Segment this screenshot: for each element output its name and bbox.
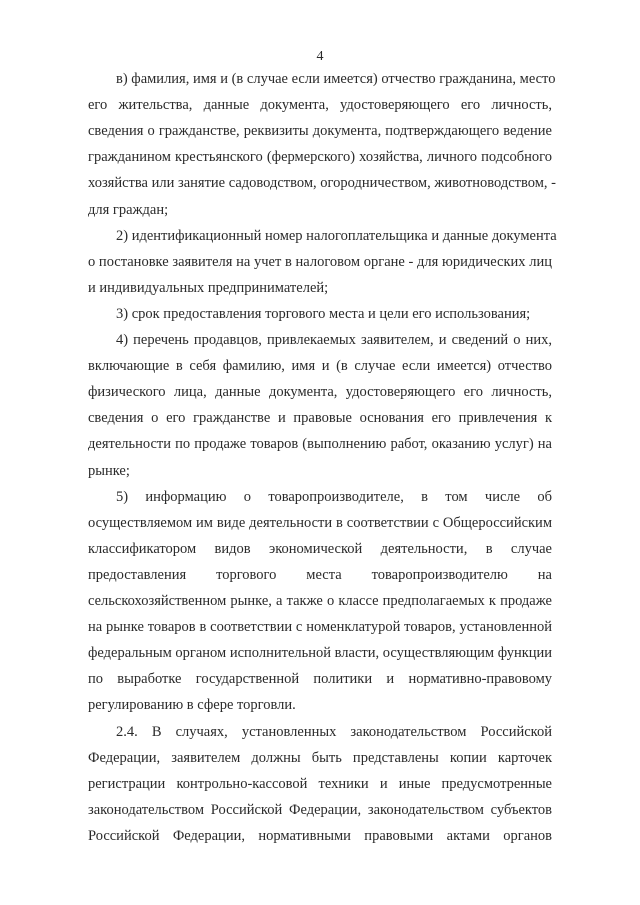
text-line: Российской Федерации, нормативными правовыми актами органов	[88, 827, 552, 844]
text-line: осуществляемом им виде деятельности в соответствии с Общероссийским	[88, 514, 552, 531]
text-line: гражданином крестьянского (фермерского) хозяйства, личного подсобного	[88, 149, 552, 166]
text-line: законодательством Российской Федерации, законодательством субъектов	[88, 801, 552, 818]
text-line: 3) срок предоставления торгового места и цели его использования;	[116, 305, 531, 322]
text-line: предоставления торгового места товаропроизводителю на	[88, 566, 552, 583]
text-line: Федерации, заявителем должны быть представлены копии карточек	[88, 749, 552, 766]
text-line: регулированию в сфере торговли.	[88, 697, 296, 714]
page-number: 4	[316, 49, 324, 64]
text-line: по выработке государственной политики и нормативно-правовому	[88, 671, 552, 688]
text-line: в) фамилия, имя и (в случае если имеется) отчество гражданина, место	[116, 71, 556, 87]
text-line: рынке;	[88, 462, 130, 479]
text-line: классификатором видов экономической деятельности, в случае	[88, 540, 552, 557]
text-line: его жительства, данные документа, удостоверяющего его личность,	[88, 97, 552, 114]
text-line: и индивидуальных предпринимателей;	[88, 279, 329, 296]
text-line: включающие в себя фамилию, имя и (в случае если имеется) отчество	[88, 358, 552, 375]
text-line: деятельности по продаже товаров (выполнению работ, оказанию услуг) на	[88, 436, 552, 453]
text-line: сведения о гражданстве, реквизиты документа, подтверждающего ведение	[88, 123, 552, 140]
text-line: о постановке заявителя на учет в налоговом органе - для юридических лиц	[88, 253, 552, 270]
text-line: федеральным органом исполнительной власти, осуществляющим функции	[88, 645, 553, 662]
text-line: хозяйства или занятие садоводством, огородничеством, животноводством, -	[88, 175, 556, 192]
text-line: физического лица, данные документа, удостоверяющего его личность,	[88, 384, 552, 401]
text-line: сведения о его гражданстве и правовые основания его привлечения к	[88, 410, 552, 427]
text-line: на рынке товаров в соответствии с номенклатурой товаров, установленной	[88, 619, 552, 636]
text-line: 5) информацию о товаропроизводителе, в том числе об	[116, 488, 552, 505]
text-line: 2) идентификационный номер налогоплательщика и данные документа	[116, 227, 557, 244]
text-line: 2.4. В случаях, установленных законодательством Российской	[116, 723, 552, 740]
text-line: 4) перечень продавцов, привлекаемых заявителем, и сведений о них,	[116, 332, 552, 348]
text-line: регистрации контрольно-кассовой техники и иные предусмотренные	[88, 775, 552, 792]
text-line: сельскохозяйственном рынке, а также о классе предполагаемых к продаже	[88, 593, 552, 609]
text-line: для граждан;	[88, 201, 169, 218]
